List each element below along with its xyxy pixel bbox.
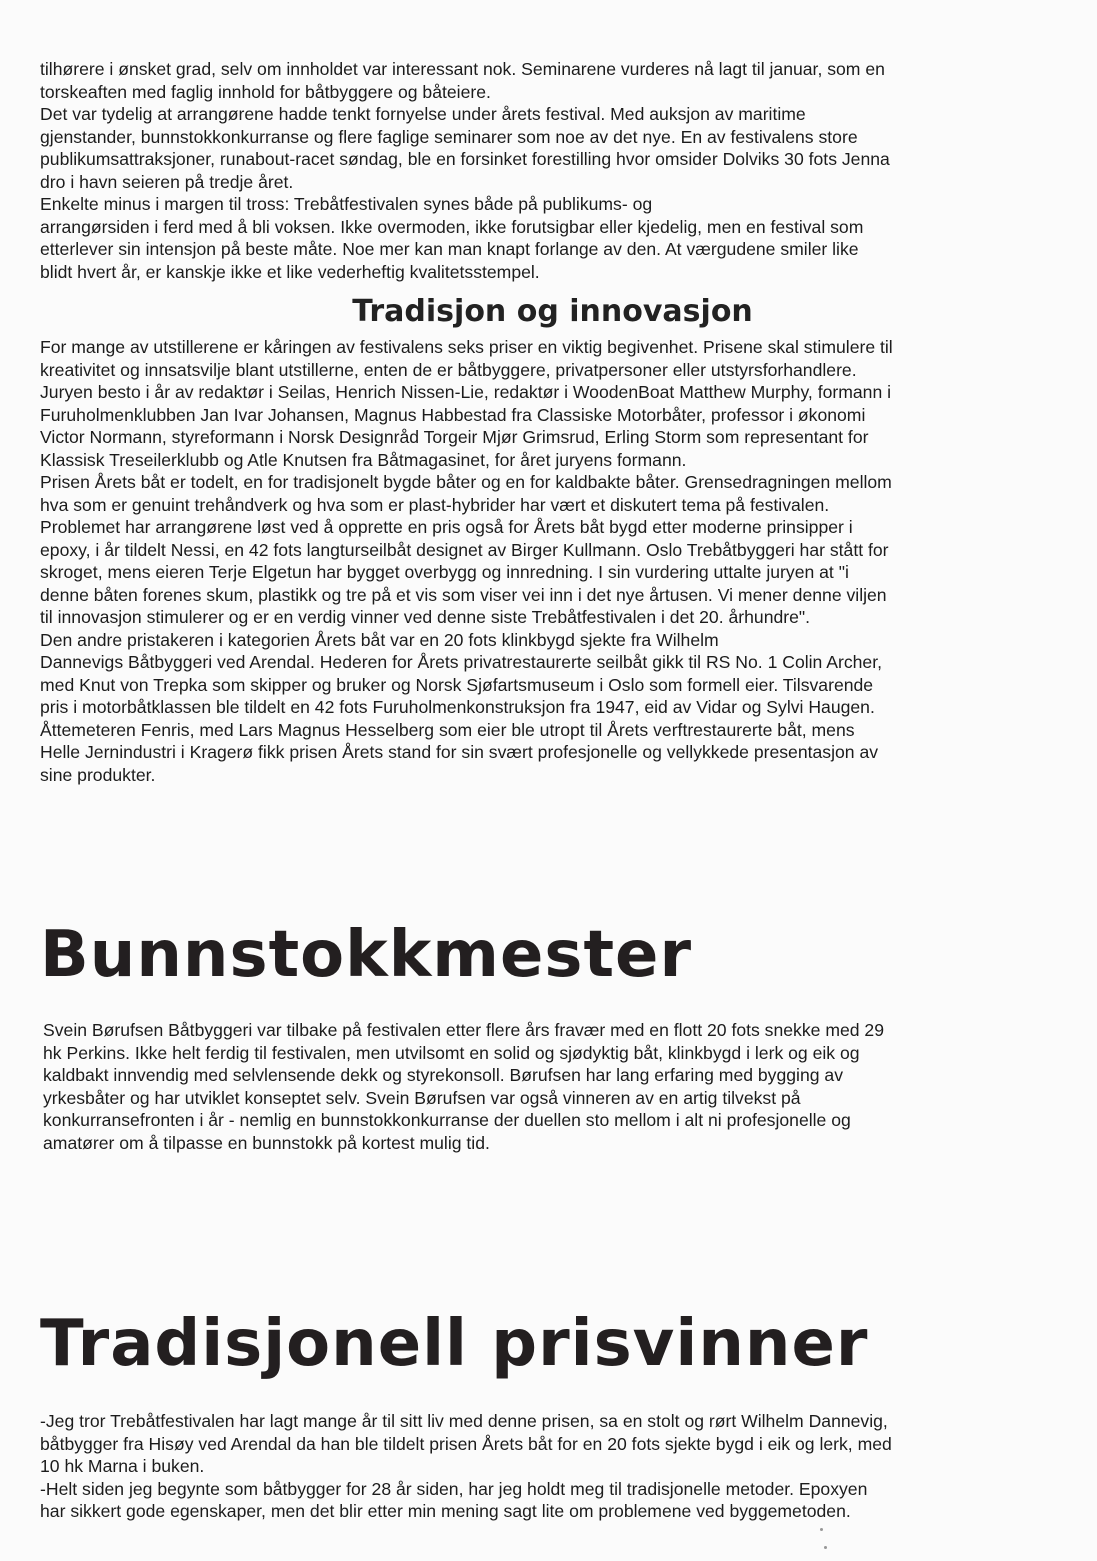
- text-line: skroget, mens eieren Terje Elgetun har bygget overbygg og innredning. I sin vurdering uttalte juryen at "i: [40, 562, 849, 582]
- text-line: med Knut von Trepka som skipper og bruker og Norsk Sjøfartsmuseum i Oslo som formell eier. Tilsvarende: [40, 674, 874, 695]
- text-line: Helle Jernindustri i Kragerø fikk prisen Årets stand for sin svært profesjonelle og vellykkede presentasjon av: [40, 742, 879, 762]
- text-line: Juryen besto i år av redaktør i Seilas, Henrich Nissen-Lie, redaktør i WoodenBoat Matthew Murphy, formann i: [40, 382, 892, 402]
- scan-speck: [820, 1528, 823, 1531]
- text-line: Victor Normann, styreformann i Norsk Designråd Torgeir Mjør Grimsrud, Erling Storm som representant for: [40, 427, 869, 447]
- text-line: konkurransefronten i år - nemlig en bunnstokkonkurranse der duellen sto mellom i alt ni profesjonelle og: [43, 1110, 851, 1130]
- section-heading-bunnstokk: Bunnstokkmester: [40, 918, 692, 992]
- text-line: torskeaften med faglig innhold for båtbyggere og båteiere.: [40, 81, 491, 102]
- tradisjon-paragraphs: [40, 336, 893, 786]
- text-line: 10 hk Marna i buken.: [40, 1456, 205, 1476]
- prisvinner-paragraphs: [40, 1410, 892, 1523]
- text-line: båtbygger fra Hisøy ved Arendal da han ble tildelt prisen Årets båt for en 20 fots sjekte bygd i eik og lerk, med: [40, 1433, 892, 1454]
- text-line: Prisen Årets båt er todelt, en for tradisjonelt bygde båter og en for kaldbakte båter. Grensedragningen mellom: [40, 472, 892, 492]
- text-line: hva som er genuint trehåndverk og hva som er plast-hybrider har vært et diskutert tema på festivalen.: [40, 494, 830, 515]
- text-line: For mange av utstillerene er kåringen av festivalens seks priser en viktig begivenhet. Prisene skal stimulere til: [40, 337, 893, 357]
- text-line: Enkelte minus i margen til tross: Trebåtfestivalen synes både på publikums- og: [40, 194, 653, 214]
- text-line: pris i motorbåtklassen ble tildelt en 42 fots Furuholmenkonstruksjon fra 1947, eid av Vidar og Sylvi Haugen.: [40, 697, 875, 717]
- intro-paragraphs: [40, 58, 890, 283]
- text-line: etterlever sin intensjon på beste måte. Noe mer kan man knapt forlange av den. At værgudene smiler like: [40, 239, 859, 259]
- text-line: amatører om å tilpasse en bunnstokk på kortest mulig tid.: [43, 1132, 490, 1153]
- text-line: Furuholmenklubben Jan Ivar Johansen, Magnus Habbestad fra Classiske Motorbåter, professor i økonomi: [40, 404, 866, 425]
- section-heading-tradisjon: Tradisjon og innovasjon: [352, 294, 753, 329]
- text-line: til innovasjon stimulerer og er en verdig vinner ved denne siste Trebåtfestivalen i det 20. århundre".: [40, 607, 811, 627]
- text-line: publikumsattraksjoner, runabout-racet søndag, ble en forsinket forestilling hvor omsider Dolviks 30 fots Jenna: [40, 149, 890, 169]
- text-line: gjenstander, bunnstokkonkurranse og flere faglige seminarer som noe av det nye. En av festivalens store: [40, 126, 858, 147]
- text-line: denne båten forenes skum, plastikk og tre på et vis som viser vei inn i det nye årtusen. Vi mener denne viljen: [40, 584, 887, 605]
- text-line: dro i havn seieren på tredje året.: [40, 171, 294, 192]
- text-line: kreativitet og innsatsvilje blant utstillerne, enten de er båtbyggere, privatpersoner eller utstyrsforhandlere.: [40, 359, 857, 380]
- text-line: Dannevigs Båtbyggeri ved Arendal. Hederen for Årets privatrestaurerte seilbåt gikk til RS No. 1 Colin Archer,: [40, 652, 882, 672]
- text-line: sine produkter.: [40, 764, 156, 785]
- text-line: tilhørere i ønsket grad, selv om innholdet var interessant nok. Seminarene vurderes nå lagt til januar, som en: [40, 59, 885, 79]
- text-line: arrangørsiden i ferd med å bli voksen. Ikke overmoden, ikke forutsigbar eller kjedelig, men en festival som: [40, 216, 864, 237]
- scan-speck: [824, 1546, 827, 1549]
- text-line: kaldbakt innvendig med selvlensende dekk og styrekonsoll. Børufsen har lang erfaring med bygging av: [43, 1065, 844, 1085]
- text-line: Åttemeteren Fenris, med Lars Magnus Hesselberg som eier ble utropt til Årets verftrestaurerte båt, mens: [40, 719, 855, 740]
- text-line: har sikkert gode egenskaper, men det blir etter min mening sagt lite om problemene ved byggemetoden.: [40, 1501, 851, 1521]
- text-line: epoxy, i år tildelt Nessi, en 42 fots langturseilbåt designet av Birger Kullmann. Oslo Trebåtbyggeri har stått for: [40, 539, 889, 560]
- text-line: yrkesbåter og har utviklet konseptet selv. Svein Børufsen var også vinneren av en artig tilvekst på: [43, 1087, 801, 1108]
- text-line: -Jeg tror Trebåtfestivalen har lagt mange år til sitt liv med denne prisen, sa en stolt og rørt Wilhelm Dannevig,: [40, 1411, 888, 1431]
- section-heading-prisvinner: Tradisjonell prisvinner: [40, 1307, 869, 1381]
- text-line: Problemet har arrangørene løst ved å opprette en pris også for Årets båt bygd etter moderne prinsipper i: [40, 517, 853, 537]
- bunnstokk-paragraph: [43, 1019, 884, 1154]
- text-line: blidt hvert år, er kanskje ikke et like vederheftig kvalitetsstempel.: [40, 261, 540, 282]
- text-line: Svein Børufsen Båtbyggeri var tilbake på festivalen etter flere års fravær med en flott 20 fots snekke med 29: [43, 1020, 885, 1040]
- text-line: Klassisk Treseilerklubb og Atle Knutsen fra Båtmagasinet, for året juryens formann.: [40, 449, 687, 470]
- text-line: Det var tydelig at arrangørene hadde tenkt fornyelse under årets festival. Med auksjon av maritime: [40, 104, 806, 124]
- text-line: -Helt siden jeg begynte som båtbygger for 28 år siden, har jeg holdt meg til tradisjonelle metoder. Epoxyen: [40, 1478, 868, 1499]
- text-line: hk Perkins. Ikke helt ferdig til festivalen, men utvilsomt en solid og sjødyktig båt, klinkbygd i lerk og eik og: [43, 1042, 860, 1063]
- text-line: Den andre pristakeren i kategorien Årets båt var en 20 fots klinkbygd sjekte fra Wilhelm: [40, 629, 719, 650]
